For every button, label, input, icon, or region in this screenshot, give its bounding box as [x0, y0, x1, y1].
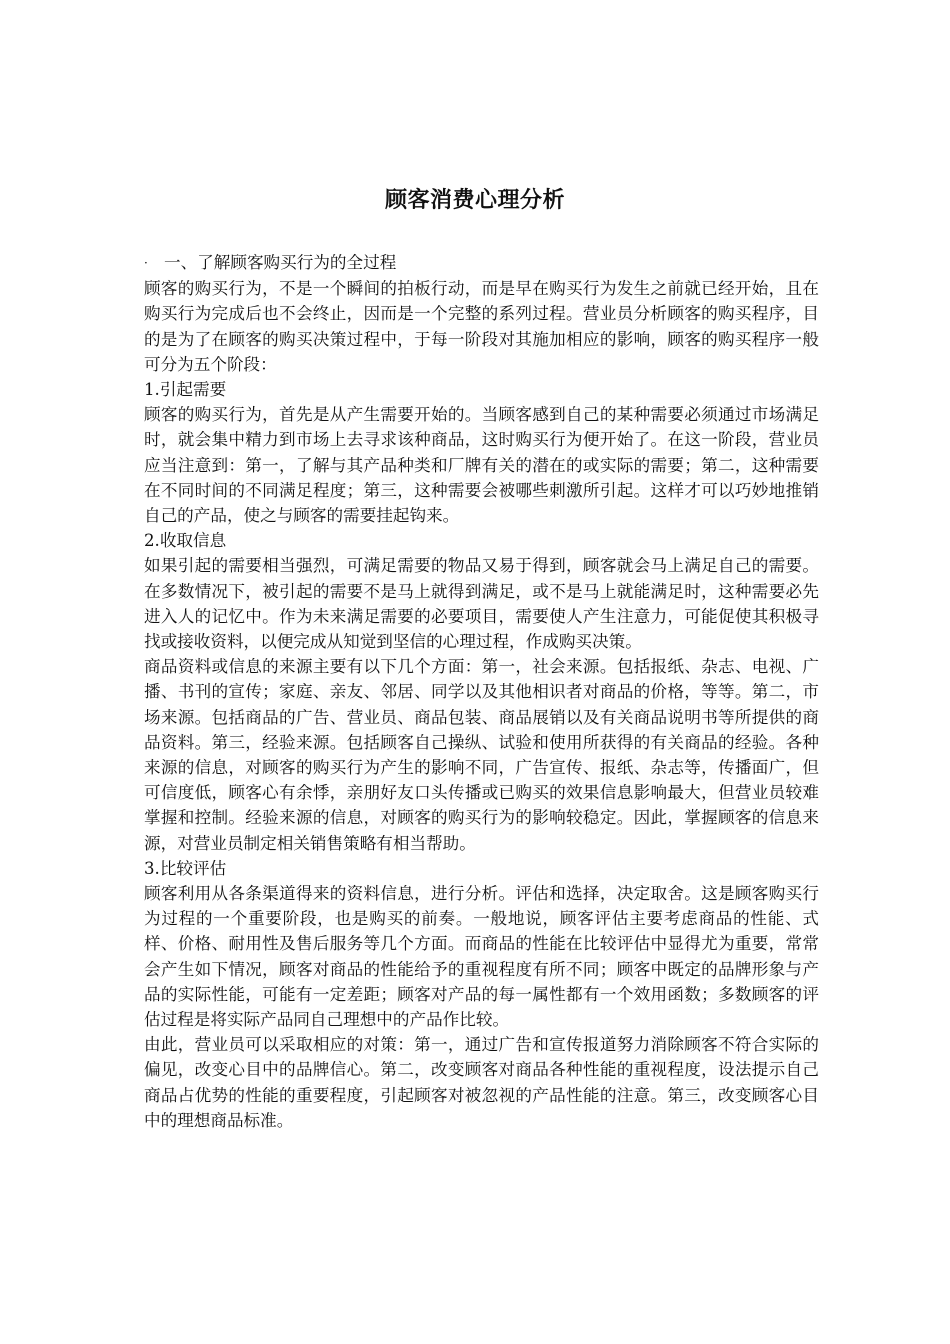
bullet-icon: · [144, 255, 148, 270]
stage-1-paragraph: 顾客的购买行为，首先是从产生需要开始的。当顾客感到自己的某种需要必须通过市场满足时，就会集中精力到市场上去寻求该种商品，这时购买行为便开始了。在这一阶段，营业员应当注意到：第一，了解与其产品种类和厂牌有关的潜在的或实际的需要；第二，这种需要在不同时间的不同满足程度；第三，这种需要会被哪些刺激所引起。这样才可以巧妙地推销自己的产品，使之与顾客的需要挂起钩来。 [144, 405, 819, 525]
stage-2-paragraph-1: 如果引起的需要相当强烈，可满足需要的物品又易于得到，顾客就会马上满足自己的需要。在多数情况下，被引起的需要不是马上就得到满足，或不是马上就能满足时，这种需要必先进入人的记忆中。作为未来满足需要的必要项目，需要使人产生注意力，可能促使其积极寻找或接收资料，以便完成从知觉到坚信的心理过程，作成购买决策。 [144, 556, 819, 651]
stage-3-paragraph-1: 顾客利用从各条渠道得来的资料信息，进行分析。评估和选择，决定取舍。这是顾客购买行为过程的一个重要阶段，也是购买的前奏。一般地说，顾客评估主要考虑商品的性能、式样、价格、耐用性及售后服务等几个方面。而商品的性能在比较评估中显得尤为重要，常常会产生如下情况，顾客对商品的性能给予的重视程度有所不同；顾客中既定的品牌形象与产品的实际性能，可能有一定差距；顾客对产品的每一属性都有一个效用函数；多数顾客的评估过程是将实际产品同自己理想中的产品作比较。 [144, 883, 819, 1029]
stage-3-paragraph-2: 由此，营业员可以采取相应的对策：第一，通过广告和宣传报道努力消除顾客不符合实际的偏见，改变心目中的品牌信心。第二，改变顾客对商品各种性能的重视程度，设法提示自己商品占优势的性能的重要程度，引起顾客对被忽视的产品性能的注意。第三，改变顾客心目中的理想商品标准。 [144, 1035, 819, 1130]
document-body [144, 250, 819, 1133]
section-heading [144, 250, 819, 276]
stage-1-heading: 1.引起需要 [144, 379, 227, 399]
stage-2-paragraph-2: 商品资料或信息的来源主要有以下几个方面：第一，社会来源。包括报纸、杂志、电视、广播、书刊的宣传；家庭、亲友、邻居、同学以及其他相识者对商品的价格，等等。第二，市场来源。包括商品的广告、营业员、商品包装、商品展销以及有关商品说明书等所提供的商品资料。第三，经验来源。包括顾客自己操纵、试验和使用所获得的有关商品的经验。各种来源的信息，对顾客的购买行为产生的影响不同，广告宣传、报纸、杂志等，传播面广，但可信度低，顾客心有余悸，亲朋好友口头传播或已购买的效果信息影响最大，但营业员较难掌握和控制。经验来源的信息，对顾客的购买行为的影响较稳定。因此，掌握顾客的信息来源，对营业员制定相关销售策略有相当帮助。 [144, 657, 819, 853]
document-title: 顾客消费心理分析 [384, 188, 565, 213]
section-intro-paragraph: 顾客的购买行为，不是一个瞬间的拍板行动，而是早在购买行为发生之前就已经开始，且在购买行为完成后也不会终止，因而是一个完整的系列过程。营业员分析顾客的购买程序，目的是为了在顾客的购买决策过程中，于每一阶段对其施加相应的影响，顾客的购买程序一般可分为五个阶段： [144, 279, 819, 374]
stage-2-heading: 2.收取信息 [144, 531, 227, 551]
section-heading-text: 一、了解顾客购买行为的全过程 [164, 253, 397, 272]
stage-3-heading: 3.比较评估 [144, 858, 227, 878]
